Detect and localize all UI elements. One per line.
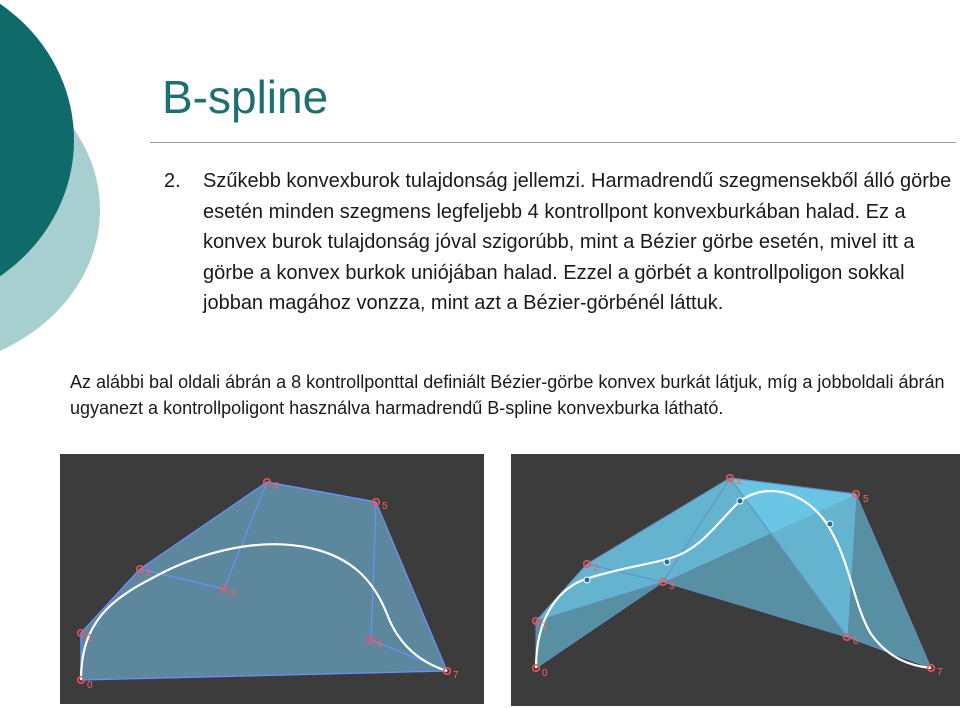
point-label-7: 7 bbox=[937, 667, 943, 678]
point-label-0: 0 bbox=[542, 668, 548, 679]
bspline-hull-figure bbox=[511, 454, 960, 706]
figure-caption: Az alábbi bal oldali ábrán a 8 kontrollponttal definiált Bézier-görbe konvex burkát látjuk, míg a jobboldali ábrán ugyanezt a kontrollpoligont használva harmadrendű B-spline konvexburka látható. bbox=[70, 372, 945, 418]
item-number: 2. bbox=[164, 170, 181, 192]
slide-title: B-spline bbox=[162, 71, 329, 123]
point-label-1: 1 bbox=[542, 621, 548, 632]
item-text: Szűkebb konvexburok tulajdonság jellemzi. Harmadrendű szegmensekből álló görbe esetén minden szegmens legfeljebb 4 kontrollpont konvexburkában halad. Ez a konvex burok tulajdonság jóval szigorúbb, mint a Bézier görbe esetén, mivel itt a görbe a konvex burkok uniójában halad. Ezzel a görbét a kontrollpoligon sokkal jobban magához vonzza, mint azt a Bézier-görbénél láttuk. bbox=[203, 170, 952, 315]
knot-4 bbox=[827, 521, 833, 527]
point-label-5: 5 bbox=[863, 494, 869, 505]
knot-1 bbox=[584, 577, 590, 583]
point-label-7: 7 bbox=[453, 670, 459, 681]
numbered-item bbox=[164, 166, 954, 319]
point-label-5: 5 bbox=[382, 501, 388, 512]
decorative-circles bbox=[0, 0, 110, 380]
bezier-convex-hull bbox=[81, 482, 447, 680]
point-label-6: 6 bbox=[377, 639, 383, 650]
point-label-2: 2 bbox=[146, 568, 152, 579]
point-label-4: 4 bbox=[273, 481, 279, 492]
point-label-2: 2 bbox=[593, 563, 599, 574]
point-label-1: 1 bbox=[87, 633, 93, 644]
bezier-hull-figure bbox=[60, 454, 484, 704]
point-label-0: 0 bbox=[87, 680, 93, 691]
title-divider bbox=[150, 142, 956, 143]
point-label-6: 6 bbox=[853, 636, 859, 647]
point-label-4: 4 bbox=[736, 477, 742, 488]
point-label-3: 3 bbox=[230, 588, 236, 599]
point-label-3: 3 bbox=[669, 581, 675, 592]
knot-3 bbox=[737, 498, 743, 504]
knot-2 bbox=[664, 559, 670, 565]
